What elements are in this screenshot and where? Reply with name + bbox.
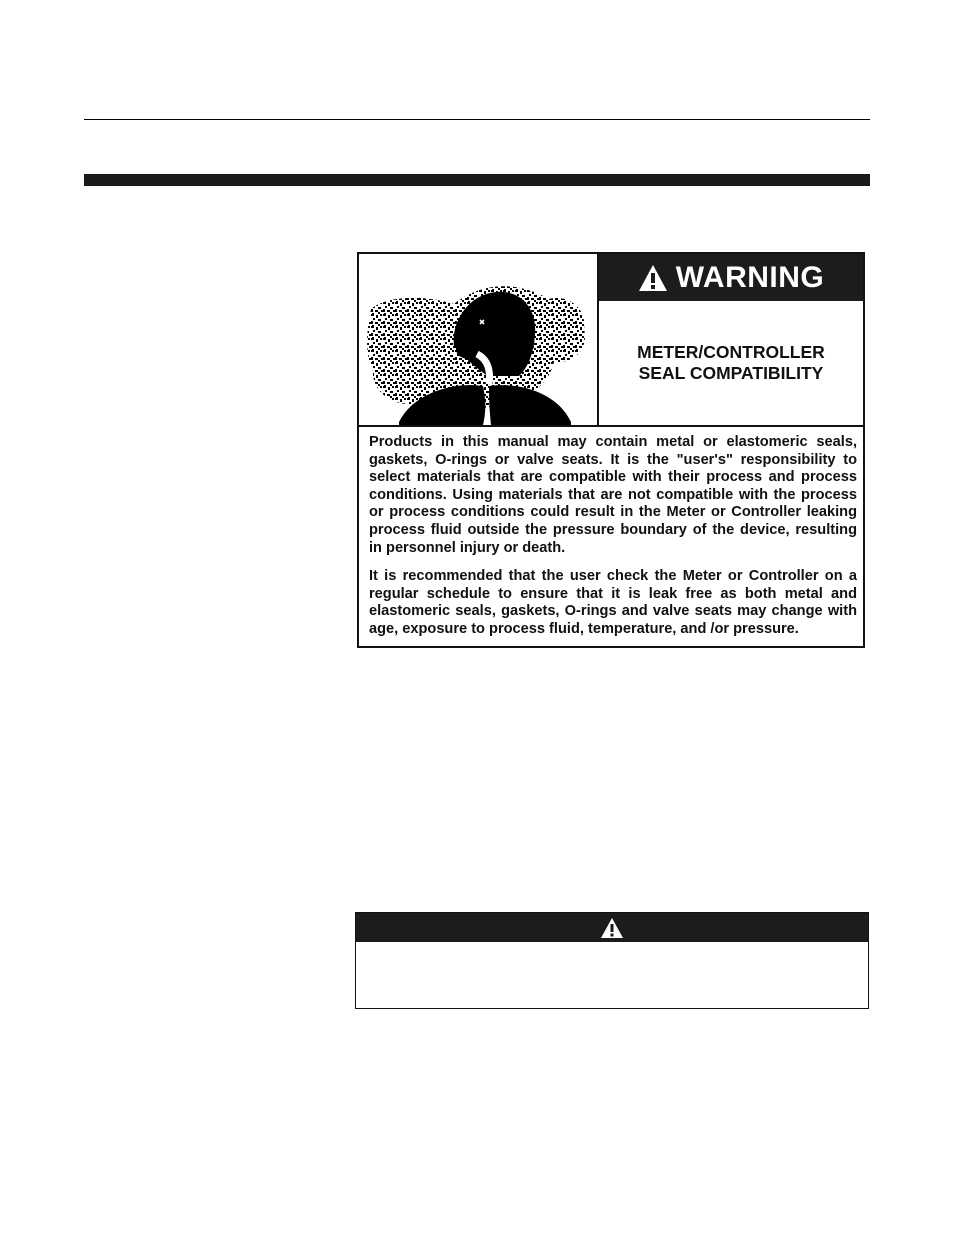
warning-title (599, 301, 863, 425)
warning-paragraph-1: Products in this manual may contain metal or elastomeric seals, gaskets, O-rings or valve seats. It is the "user's" responsibility to select materials that are compatible with their process and process conditions. Using materials that are not compatible with the process or process conditions could result in the Meter or Controller leaking process fluid outside the pressure boundary of the device, resulting in personnel injury or death. (369, 434, 857, 556)
warning-header-text: WARNING (675, 260, 825, 294)
warning-header (599, 254, 863, 301)
toxic-inhalation-hazard-icon (359, 254, 599, 425)
warning-paragraph-2: It is recommended that the user check the Meter or Controller on a regular schedule to ensure that it is leak free as both metal and elastomeric seals, gaskets, O-rings and valve seats may change with age, exposure to process fluid, temperature, and /or pressure. (369, 568, 857, 637)
warning-body (369, 434, 857, 650)
warning-top-section (359, 254, 863, 427)
warning-triangle-icon (600, 917, 624, 939)
warning-label (357, 252, 865, 648)
header-rule-thick (84, 174, 870, 186)
warning-title-line-2: SEAL COMPATIBILITY (638, 363, 824, 383)
warning-triangle-icon (638, 264, 668, 292)
caution-label (355, 912, 869, 1009)
header-rule-thin (84, 119, 870, 120)
caution-header (356, 913, 868, 942)
warning-title-line-1: METER/CONTROLLER (637, 342, 825, 362)
